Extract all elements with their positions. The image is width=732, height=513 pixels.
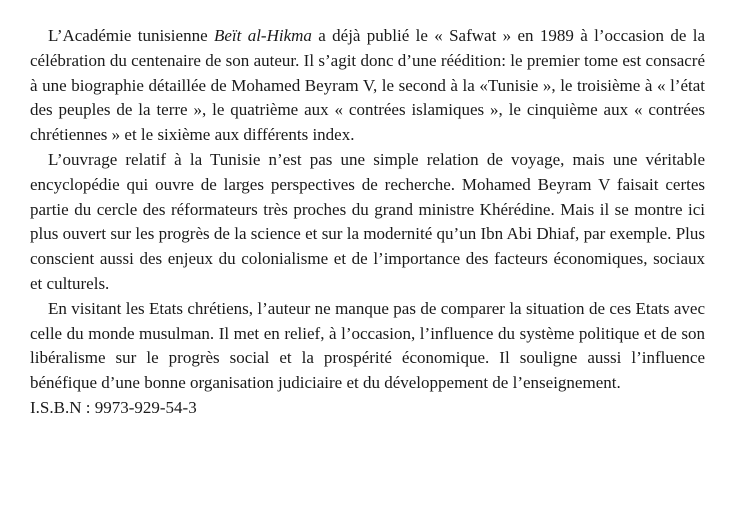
- isbn-line: I.S.B.N : 9973-929-54-3: [30, 397, 197, 417]
- paragraph-1: [30, 24, 705, 148]
- document-body: [30, 24, 705, 421]
- institution-name: Beït al-Hikma: [213, 26, 312, 45]
- paragraph-1-start: L’Académie tunisienne: [48, 26, 214, 45]
- paragraph-2: L’ouvrage relatif à la Tunisie n’est pas une simple relation de voyage, mais une véritable encyclopédie qui ouvre de larges perspectives de recherche. Mohamed Beyram V faisait certes partie du cercle des réformateurs très proches du grand ministre Khérédine. Mais il se montre ici plus ouvert sur les progrès de la science et sur la modernité qu’un Ibn Abi Dhiaf, par exemple. Plus conscient aussi des enjeux du colonialisme et de l’importance des facteurs économiques, sociaux et culturels.: [30, 149, 705, 293]
- paragraph-3: En visitant les Etats chrétiens, l’auteur ne manque pas de comparer la situation de ces Etats avec celle du monde musulman. Il met en relief, à l’occasion, l’influence du système politique et de son libéralisme sur le progrès social et la prospérité économique. Il souligne aussi l’influence bénéfique d’une bonne organisation judiciaire et du développement de l’enseignement.: [30, 298, 705, 393]
- paragraph-1-rest: a déjà publié le « Safwat » en 1989 à l’occasion de la célébration du centenaire de son auteur. Il s’agit donc d’une réédition: le premier tome est consacré à une biographie détaillée de Mohamed Beyram V, le second à la «Tunisie », le troisième à « l’état des peuples de la terre », le quatrième aux « contrées islamiques », le cinquième aux « contrées chrétiennes » et le sixième aux différents index.: [30, 26, 706, 145]
